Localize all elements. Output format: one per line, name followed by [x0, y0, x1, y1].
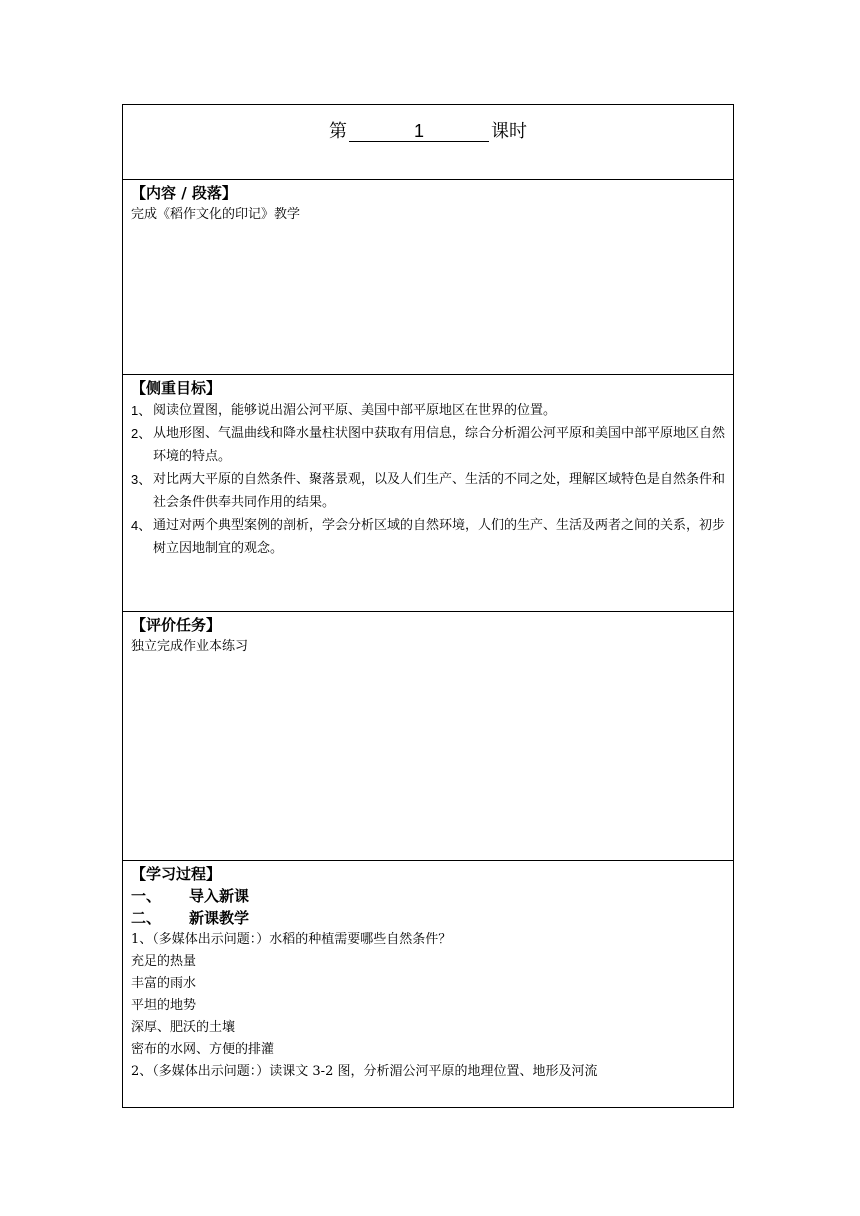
process-heading: 【学习过程】: [131, 865, 222, 883]
section-title: 新课教学: [189, 909, 250, 927]
answer-item: 深厚、肥沃的土壤: [131, 1020, 236, 1035]
section-intro: [131, 885, 725, 907]
content-text: 完成《稻作文化的印记》教学: [131, 207, 301, 222]
goal-index: 4、: [131, 518, 152, 533]
evaluation-text: 独立完成作业本练习: [131, 639, 249, 654]
goal-item: [131, 399, 725, 422]
goal-text: 从地形图、气温曲线和降水量柱状图中获取有用信息，综合分析湄公河平原和美国中部平原地区自然环境的特点。: [153, 426, 726, 464]
goal-index: 2、: [131, 426, 152, 441]
answer-item: 密布的水网、方便的排灌: [131, 1042, 275, 1057]
title-suffix: 课时: [491, 121, 527, 141]
answer-item: 丰富的雨水: [131, 976, 197, 991]
evaluation-section: [123, 612, 734, 861]
question-2: 2、（多媒体出示问题：）读课文 3-2 图，分析湄公河平原的地理位置、地形及河流: [131, 1064, 598, 1079]
goal-index: 3、: [131, 472, 152, 487]
goal-text: 对比两大平原的自然条件、聚落景观，以及人们生产、生活的不同之处，理解区域特色是自然条件和社会条件供奉共同作用的结果。: [153, 472, 726, 510]
lesson-plan-table: [122, 104, 734, 1108]
content-section: [123, 180, 734, 375]
goal-index: 1、: [131, 403, 152, 418]
section-index: 二、: [131, 909, 162, 927]
lesson-title: [123, 105, 734, 180]
goal-text: 阅读位置图，能够说出湄公河平原、美国中部平原地区在世界的位置。: [153, 403, 557, 418]
section-title: 导入新课: [189, 887, 250, 905]
lesson-plan-sheet: [122, 104, 734, 1108]
title-prefix: 第: [329, 121, 347, 141]
process-section: [123, 861, 734, 1108]
lesson-number: 1: [349, 121, 489, 142]
section-teaching: [131, 907, 725, 929]
question-1: 1、（多媒体出示问题：）水稻的种植需要哪些自然条件？: [131, 932, 452, 947]
goals-list: [131, 399, 725, 560]
goals-section: [123, 375, 734, 612]
goals-heading: 【侧重目标】: [131, 379, 222, 397]
goal-text: 通过对两个典型案例的剖析，学会分析区域的自然环境，人们的生产、生活及两者之间的关系，初步树立因地制宜的观念。: [153, 518, 726, 556]
answer-item: 平坦的地势: [131, 998, 197, 1013]
goal-item: [131, 422, 725, 468]
answer-item: 充足的热量: [131, 954, 197, 969]
goal-item: [131, 514, 725, 560]
content-heading: 【内容 / 段落】: [131, 184, 237, 202]
evaluation-heading: 【评价任务】: [131, 616, 222, 634]
goal-item: [131, 468, 725, 514]
section-index: 一、: [131, 887, 162, 905]
